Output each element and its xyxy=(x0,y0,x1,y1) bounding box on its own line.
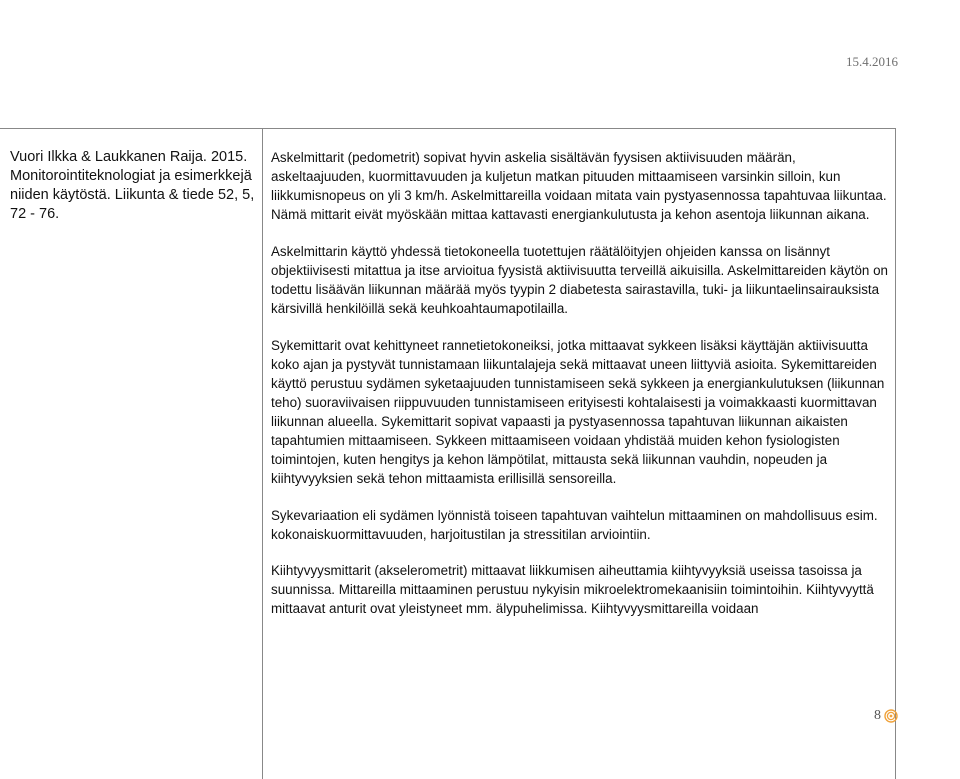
citation-text: Vuori Ilkka & Laukkanen Raija. 2015. Monitorointiteknologiat ja esimerkkejä niiden käytöstä. Liikunta & tiede 52, 5, 72 - 76. xyxy=(10,149,255,222)
paragraph-heart-rate-monitors: Sykemittarit ovat kehittyneet rannetietokoneiksi, jotka mittaavat sykkeen lisäksi käyttäjän aktiivisuutta koko ajan ja pystyvät tunnistamaan liikuntalajeja sekä mittaavat uneen liittyviä asioita. Sykemittareiden käyttö perustuu sydämen syketaajuuden tunnistamiseen sekä sykkeen ja energiankulutuksen (liikunnan teho) suoraviivaisen riippuvuuden tunnistamiseen erityisesti kohtalaisesti ja voimakkaasti kuormittavan liikunnan alueella. Sykemittarit sopivat vapaasti ja pystyasennossa tapahtuvan liikunnan aikaisten tapahtumien mittaamiseen. Sykkeen mittaamiseen voidaan yhdistää muiden kehon fysiologisten toimintojen, kuten hengitys ja kehon lämpötilat, mittausta sekä liikunnan vauhdin, nopeuden ja kiihtyvyyksien sekä tehon mittaamista erillisillä sensoreilla. xyxy=(271,338,885,486)
citation-cell xyxy=(10,148,256,224)
body-text-cell xyxy=(271,148,889,636)
paragraph-pedometer-use: Askelmittarin käyttö yhdessä tietokoneella tuotettujen räätälöityjen ohjeiden kanssa on lisännyt objektiivisesti mitattua ja itse arvioitua fyysistä aktiivisuutta terveillä aikuisilla. Askelmittareiden käytön on todettu lisäävän liikunnan määrää myös tyypin 2 diabetesta sairastavilla, tuki- ja liikuntaelinsairauksista kärsivillä henkilöillä sekä keuhkoahtaumapotilailla. xyxy=(271,244,888,316)
page-footer xyxy=(874,708,898,724)
paragraph-accelerometers: Kiihtyvyysmittarit (akselerometrit) mittaavat liikkumisen aiheuttamia kiihtyvyyksiä useissa tasoissa ja suunnissa. Mittareilla mittaaminen perustuu nykyisin mikroelektromekaanisiin toimintoihin. Kiihtyvyyttä mittaavat anturit ovat yleistyneet mm. älypuhelimissa. Kiihtyvyysmittareilla voidaan xyxy=(271,563,874,616)
page-number: 8 xyxy=(874,708,881,723)
content-table xyxy=(0,128,896,779)
concentric-rings-icon xyxy=(884,709,898,723)
slide-date: 15.4.2016 xyxy=(846,54,898,69)
paragraph-hrv: Sykevariaation eli sydämen lyönnistä toiseen tapahtuvan vaihtelun mittaaminen on mahdollisuus esim. kokonaiskuormittavuuden, harjoitustilan ja stressitilan arviointiin. xyxy=(271,508,878,542)
paragraph-pedometers: Askelmittarit (pedometrit) sopivat hyvin askelia sisältävän fyysisen aktiivisuuden määrän, askeltaajuuden, kuormittavuuden ja kuljetun matkan pituuden mittaamiseen varsinkin silloin, kun liikkumisnopeus on yli 3 km/h. Askelmittareilla voidaan mitata vain pystyasennossa tapahtuvaa liikuntaa. Nämä mittarit eivät myöskään mittaa kattavasti energiankulutusta ja kehon asentoja liikunnan aikana. xyxy=(271,150,887,222)
column-divider xyxy=(262,129,263,779)
